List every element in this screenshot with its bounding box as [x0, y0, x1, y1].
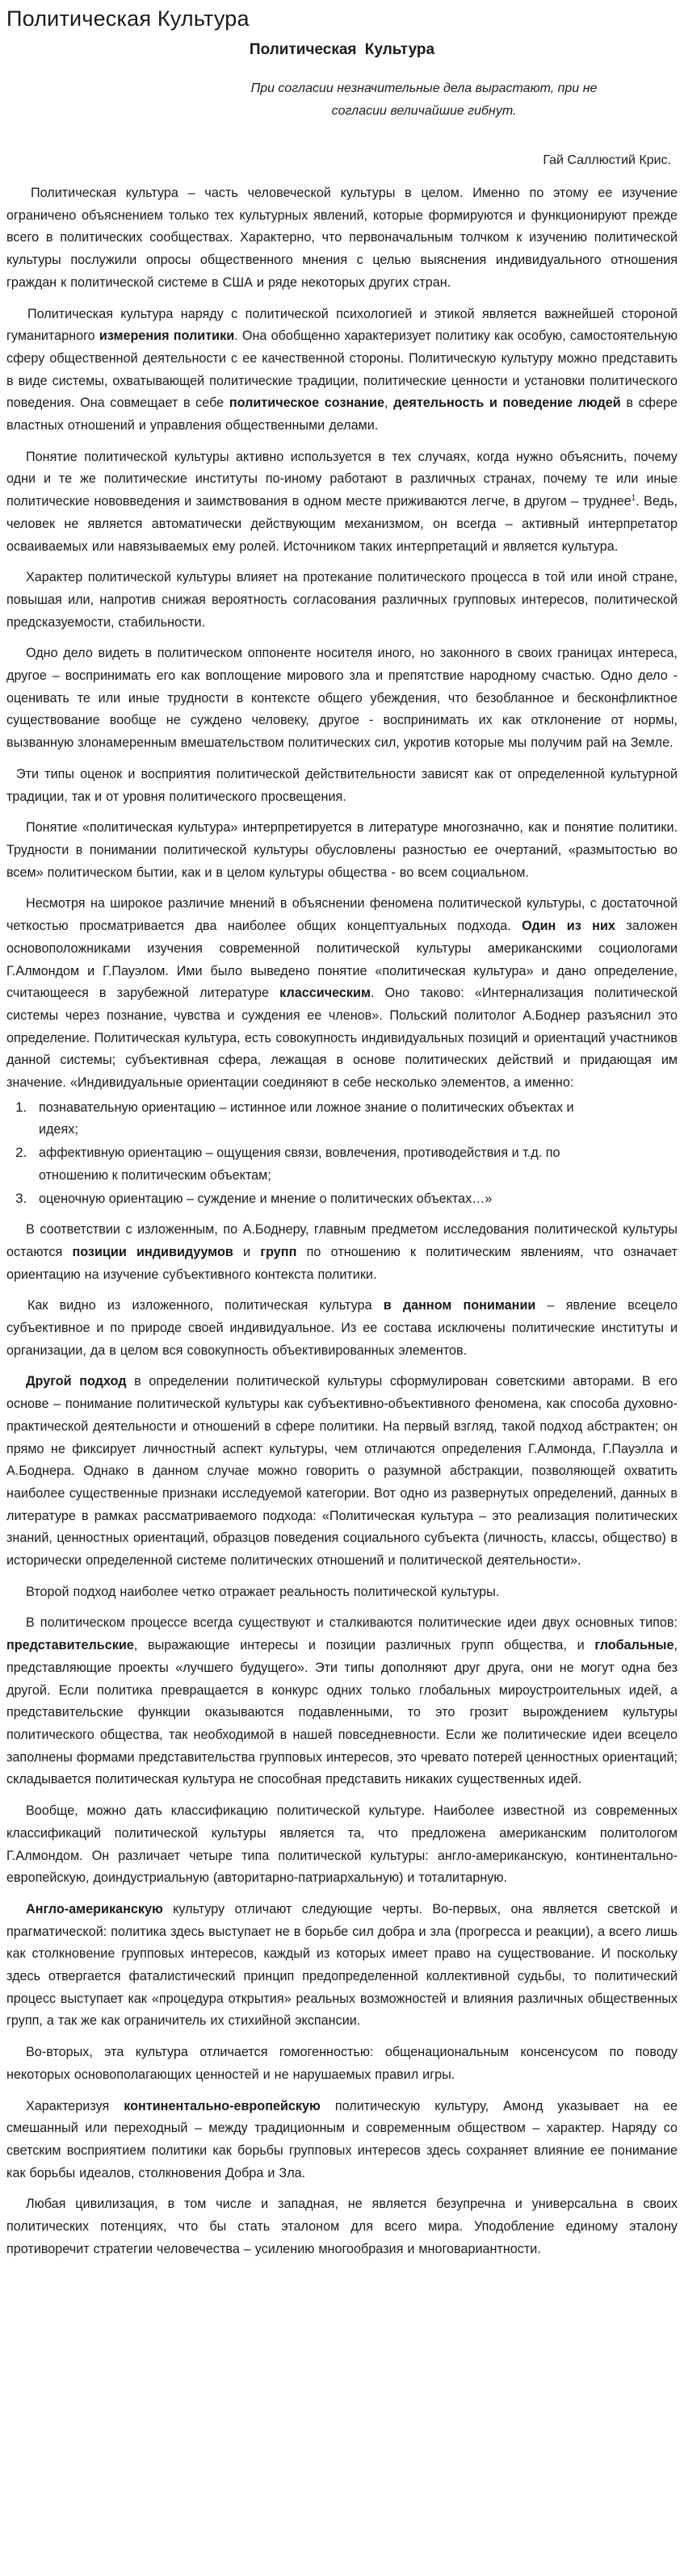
page-title: Политическая Культура [6, 6, 250, 31]
footnote-mark: 1 [631, 493, 636, 503]
bold-term: в данном понимании [383, 1298, 536, 1313]
paragraph-10: Как видно из изложенного, политическая культура в данном понимании – явление всецело субъективное и по природе своей индивидуальное. Из ее состава исключены политические институты и организации, да в целом вся совокупность объективированных элементов. [6, 1298, 678, 1358]
bold-term: Один из них [522, 919, 615, 934]
epigraph-author: Гай Саллюстий Крис. [543, 153, 671, 167]
bold-term: представительские [6, 1638, 134, 1653]
paragraph-2: Политическая культура наряду с политической психологией и этикой является важнейшей стороной гуманитарного измерения политики. Она обобщенно характеризует политику как особую, самостоятельную сферу общественной деятельности с ее качественной стороны. Политическую культуру можно представить в виде системы, охватывающей политические традиции, политические ценности и установки политического поведения. Она совмещает в себе политическое сознание, деятельность и поведение людей в сфере властных отношений и управления общественными делами. [6, 306, 678, 434]
bold-term: классическим [279, 986, 371, 1001]
bold-term: Другой подход [26, 1374, 127, 1389]
document-subtitle: Политическая Культура [249, 41, 435, 58]
list-item: 3. оценочную ориентацию – суждение и мнение о политических объектах…» [31, 1187, 678, 1211]
paragraph-17: Характеризуя континентально-европейскую политическую культуру, Амонд указывает на ее смешанный или переходный – между традиционным и современным обществом – характер. Наряду со светским восприятием политики как борьбы групповых интересов здесь сохраняет влияние ее понимание как борьбы идеалов, столкновения Добра и Зла. [6, 2098, 678, 2180]
bold-term: измерения политики [99, 329, 235, 344]
list-item: 2. аффективную ориентацию – ощущения связи, вовлечения, противодействия и т.д. по отношению к политическим объектам; [31, 1141, 678, 1187]
bold-term: групп [260, 1244, 297, 1259]
orientation-list [6, 1096, 678, 1211]
paragraph-15: Англо-американскую культуру отличают следующие черты. Во-первых, она является светской и прагматической: политика здесь выступает не в борьбе сил добра и зла (прогресса и реакции), а всего лишь как столкновение групповых интересов, каждый из которых имеет право на существование. И поскольку здесь отвергается фаталистический принцип предопределенной коллективной судьбы, то политический процесс выступает как «процедура открытия» реальных возможностей и влияния различных общественных групп, а так же как ограничитель их стихийной экспансии. [6, 1901, 678, 2029]
paragraph-11: Другой подход в определении политической культуры сформулирован советскими авторами. В его основе – понимание политической культуры как субъективно-объективного феномена, как способа духовно-практической деятельности и отношений в сфере политики. На первый взгляд, такой подход абстрактен; он прямо не фиксирует личностный аспект культуры, чем отличаются определения Г.Алмонда, Г.Пауэлла и А.Боднера. Однако в данном случае можно говорить о разумной абстракции, позволяющей охватить наиболее существенные признаки исследуемой категории. Вот одно из развернутых определений, данных в литературе в рамках рассматриваемого подхода: «Политическая культура – это реализация политических знаний, ценностных ориентаций, образцов поведения социального субъекта (личность, классы, общество) в исторически определенной системе политических отношений и политической деятельности». [6, 1374, 678, 1569]
paragraph-18: Любая цивилизация, в том числе и западная, не является безупречна и универсальна в своих политических потенциях, что бы стать эталоном для всего мира. Уподобление единому эталону противоречит стратегии человечества – усилению многообразия и многовариантности. [6, 2197, 678, 2256]
paragraph-4: Характер политической культуры влияет на протекание политического процесса в той или иной стране, повышая или, напротив снижая вероятность согласования различных групповых интересов, политической предсказуемости, стабильности. [6, 570, 678, 630]
paragraph-3: Понятие политической культуры активно используется в тех случаях, когда нужно объяснить, почему одни и те же политические институты по-иному работают в различных странах, почему те или иные политические нововведения и заимствования в одном месте приживаются легче, в другом – труднее$^1$. Ведь, человек не является автоматически действующим механизмом, он всегда – активный интерпретатор осваиваемых или навязываемых ему ролей. Источником таких интерпретаций и является культура. [6, 449, 678, 554]
bold-term: деятельность и поведение людей [393, 396, 621, 411]
bold-term: Англо-американскую [26, 1901, 163, 1916]
paragraph-8: Несмотря на широкое различие мнений в объяснении феномена политической культуры, с достаточной четкостью просматривается два наиболее общих концептуальных подхода. Один из них заложен основоположниками изучения современной политической культуры американскими социологами Г.Алмондом и Г.Пауэлом. Ими было выведено понятие «политическая культура» и дано определение, считающееся в зарубежной литературе классическим. Оно таково: «Интернализация политической системы через познание, чувства и суждения ее членов». Польский политолог А.Боднер разъяснил это определение. Политическая культура, есть совокупность индивидуальных позиций и ориентаций участников данной системы; субъективная сфера, лежащая в основе политических действий и придающая им значение. «Индивидуальные ориентации соединяют в себе несколько элементов, а именно: [6, 896, 678, 1091]
paragraph-16: Во-вторых, эта культура отличается гомогенностью: общенациональным консенсусом по поводу некоторых основополагающих ценностей и не нарушаемых правил игры. [6, 2045, 678, 2082]
epigraph [6, 77, 678, 170]
paragraph-5: Одно дело видеть в политическом оппоненте носителя иного, но законного в своих границах интереса, другое – воспринимать его как воплощение мирового зла и препятствие народному счастью. Одно дело - оценивать те или иные трудности в контексте общего убеждения, что безобланное и бесконфликтное существование вообще не суждено человеку, другое - воспринимать их как отклонение от нормы, вызванную злонамеренным вмешательством политических сил, укротив которые мы получим рай на Земле. [6, 646, 678, 751]
list-item: 1. познавательную ориентацию – истинное или ложное знание о политических объектах и идеях; [31, 1096, 678, 1141]
paragraph-13: В политическом процессе всегда существуют и сталкиваются политические идеи двух основных типов: представительские, выражающие интересы и позиции различных групп общества, и глобальные, представляющие проекты «лучшего будущего». Эти типы дополняют друг друга, они не могут одна без другой. Если политика превращается в конкурс одних только глобальных мироустроительных идей, а представительские функции оказываются подавленными, то это грозит вырождением культуры политического общества, так необходимой в нашей повседневности. Если же политические идеи всецело заполнены формами представительства групповых интересов, это чревато потерей ценностных ориентаций; складывается политическая культура не способная представить никаких существенных идей. [6, 1615, 678, 1787]
paragraph-1: Политическая культура – часть человеческой культуры в целом. Именно по этому ее изучение ограничено объяснением только тех культурных явлений, которые формируются и функционируют прежде всего в политических сообществах. Характерно, что первоначальным толчком к изучению политической культуры послужили опросы общественного мнения с целью выяснения индивидуального отношения граждан к политической системе в США и ряде некоторых других стран. [6, 186, 678, 290]
paragraph-14: Вообще, можно дать классификацию политической культуре. Наиболее известной из современных классификаций политической культуры является та, что предложена американским политологом Г.Алмондом. Он различает четыре типа политической культуры: англо-американскую, континентально-европейскую, доиндустриальную (авторитарно-патриархальную) и тоталитарную. [6, 1803, 678, 1886]
paragraph-7: Понятие «политическая культура» интерпретируется в литературе многозначно, как и понятие политики. Трудности в понимании политической культуры обусловлены разностью ее очертаний, «размытостью во всем» политическом бытии, как и в целом культуры общества - во всем социальном. [6, 820, 678, 880]
paragraph-6: Эти типы оценок и восприятия политической действительности зависят как от определенной культурной традиции, так и от уровня политического просвещения. [6, 766, 678, 804]
bold-term: политическое сознание [229, 396, 385, 411]
bold-term: глобальные [594, 1638, 674, 1653]
epigraph-line: согласии величайшие гибнут. [331, 104, 517, 118]
bold-term: континентально-европейскую [124, 2098, 321, 2113]
bold-term: позиции индивидуумов [72, 1244, 233, 1259]
paragraph-12: Второй подход наиболее четко отражает реальность политической культуры. [26, 1584, 500, 1599]
paragraph-9: В соответствии с изложенным, по А.Боднеру, главным предметом исследования политической культуры остаются позиции индивидуумов и групп по отношению к политическим явлениям, что означает ориентацию на изучение субъективного контекста политики. [6, 1222, 678, 1282]
epigraph-line: При согласии незначительные дела вырастают, при не [250, 82, 598, 95]
